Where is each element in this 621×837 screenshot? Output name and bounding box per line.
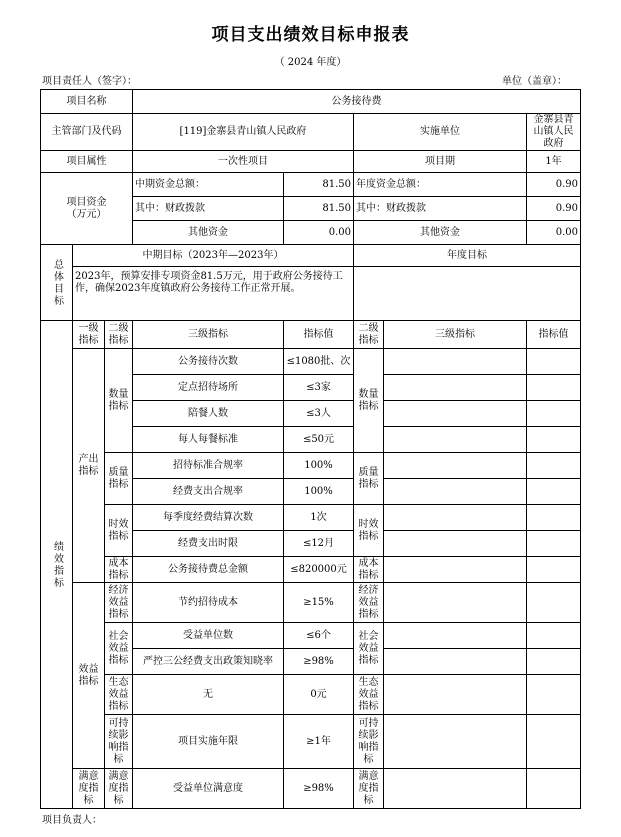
quality-indicator: 质量指标 — [105, 453, 133, 505]
indicator-value: 100% — [284, 453, 354, 479]
economic-indicator: 经济效益指标 — [105, 583, 133, 623]
year-indicator-name — [384, 583, 527, 623]
perf-indicator-label: 绩效指标 — [41, 321, 73, 809]
year-indicator-name — [384, 531, 527, 557]
year-indicator-value — [527, 375, 581, 401]
indicator-value: 100% — [284, 479, 354, 505]
indicator-value: ≥98% — [284, 649, 354, 675]
year-indicator-value — [527, 427, 581, 453]
year-indicator-value — [527, 349, 581, 375]
satisfaction-level2-indicator: 满意度指标 — [105, 769, 133, 809]
quantity-indicator-year: 数量指标 — [354, 349, 384, 453]
quantity-indicator: 数量指标 — [105, 349, 133, 453]
indicator-value: ≤1080批、次 — [284, 349, 354, 375]
indicator-name: 项目实施年限 — [133, 715, 284, 769]
indicator-name: 公务接待费总金额 — [133, 557, 284, 583]
year-total-value: 0.90 — [527, 173, 581, 197]
ecological-indicator-year: 生态效益指标 — [354, 675, 384, 715]
dept-value: [119]金寨县青山镇人民政府 — [133, 114, 354, 151]
period-value: 1年 — [527, 151, 581, 173]
impl-unit-label: 实施单位 — [354, 114, 527, 151]
funds-label: 项目资金 （万元） — [41, 173, 133, 245]
indicator-value: ≤3人 — [284, 401, 354, 427]
mid-fiscal-value: 81.50 — [284, 197, 354, 221]
sustainable-indicator-year: 可持续影响指标 — [354, 715, 384, 769]
dept-label: 主管部门及代码 — [41, 114, 133, 151]
attr-label: 项目属性 — [41, 151, 133, 173]
year-other-value: 0.00 — [527, 221, 581, 245]
year-indicator-name — [384, 349, 527, 375]
year-indicator-value — [527, 623, 581, 649]
year-indicator-value — [527, 401, 581, 427]
mid-total-label: 中期资金总额： — [133, 173, 284, 197]
year-indicator-value — [527, 715, 581, 769]
mid-goal-header: 中期目标（2023年—2023年） — [73, 245, 354, 267]
indicator-value: ≥98% — [284, 769, 354, 809]
indicator-value: ≤820000元 — [284, 557, 354, 583]
indicator-name: 受益单位数 — [133, 623, 284, 649]
cost-indicator: 成本指标 — [105, 557, 133, 583]
attr-value: 一次性项目 — [133, 151, 354, 173]
ecological-indicator: 生态效益指标 — [105, 675, 133, 715]
output-indicator: 产出指标 — [73, 349, 105, 583]
timeliness-indicator: 时效指标 — [105, 505, 133, 557]
indicator-name: 公务接待次数 — [133, 349, 284, 375]
year-indicator-name — [384, 479, 527, 505]
year-indicator-value — [527, 583, 581, 623]
timeliness-indicator-year: 时效指标 — [354, 505, 384, 557]
year-indicator-name — [384, 505, 527, 531]
year-indicator-value — [527, 479, 581, 505]
year-indicator-name — [384, 453, 527, 479]
year-indicator-name — [384, 375, 527, 401]
year-indicator-name — [384, 675, 527, 715]
indicator-name: 严控三公经费支出政策知晓率 — [133, 649, 284, 675]
year-indicator-value — [527, 557, 581, 583]
indicator-value: 1次 — [284, 505, 354, 531]
sustainable-indicator: 可持续影响指标 — [105, 715, 133, 769]
header-value: 指标值 — [284, 321, 354, 349]
satisfaction-indicator-year: 满意度指标 — [354, 769, 384, 809]
indicator-name: 陪餐人数 — [133, 401, 284, 427]
indicator-name: 无 — [133, 675, 284, 715]
year-indicator-name — [384, 401, 527, 427]
indicator-name: 每人每餐标准 — [133, 427, 284, 453]
header-level3: 三级指标 — [133, 321, 284, 349]
indicator-name: 经费支出合规率 — [133, 479, 284, 505]
year-indicator-name — [384, 715, 527, 769]
year-fiscal-value: 0.90 — [527, 197, 581, 221]
year-indicator-name — [384, 427, 527, 453]
indicator-value: ≥15% — [284, 583, 354, 623]
overall-goal-label: 总体目标 — [41, 245, 73, 321]
indicator-name: 节约招待成本 — [133, 583, 284, 623]
header-level2: 二级指标 — [105, 321, 133, 349]
year-indicator-value — [527, 649, 581, 675]
year-goal-text — [354, 267, 581, 321]
year-indicator-name — [384, 623, 527, 649]
project-leader-label: 项目负责人： — [42, 815, 102, 826]
satisfaction-indicator: 满意度指标 — [73, 769, 105, 809]
indicator-name: 招待标准合规率 — [133, 453, 284, 479]
header-level3-year: 三级指标 — [384, 321, 527, 349]
indicator-name: 经费支出时限 — [133, 531, 284, 557]
period-label: 项目期 — [354, 151, 527, 173]
year-fiscal-label: 其中：财政拨款 — [354, 197, 527, 221]
header-level2-year: 二级指标 — [354, 321, 384, 349]
year-indicator-name — [384, 649, 527, 675]
page-title: 项目支出绩效目标申报表 — [211, 25, 410, 45]
indicator-name: 定点招待场所 — [133, 375, 284, 401]
indicator-value: ≤12月 — [284, 531, 354, 557]
mid-other-label: 其他资金 — [133, 221, 284, 245]
year-indicator-name — [384, 769, 527, 809]
benefit-indicator: 效益指标 — [73, 583, 105, 769]
year-indicator-value — [527, 769, 581, 809]
social-indicator: 社会效益指标 — [105, 623, 133, 675]
indicator-value: ≤3家 — [284, 375, 354, 401]
indicator-value: ≤50元 — [284, 427, 354, 453]
indicator-value: ≤6个 — [284, 623, 354, 649]
indicator-name: 受益单位满意度 — [133, 769, 284, 809]
indicator-value: ≥1年 — [284, 715, 354, 769]
mid-other-value: 0.00 — [284, 221, 354, 245]
impl-unit-value: 金寨县青山镇人民政府 — [527, 114, 581, 151]
header-value-year: 指标值 — [527, 321, 581, 349]
unit-label: 单位（盖章）： — [502, 76, 567, 87]
indicator-value: 0元 — [284, 675, 354, 715]
cost-indicator-year: 成本指标 — [354, 557, 384, 583]
quality-indicator-year: 质量指标 — [354, 453, 384, 505]
year-line: （ 2024 年度） — [274, 57, 347, 68]
indicator-name: 每季度经费结算次数 — [133, 505, 284, 531]
year-indicator-value — [527, 675, 581, 715]
year-goal-header: 年度目标 — [354, 245, 581, 267]
year-indicator-name — [384, 557, 527, 583]
header-level1: 一级指标 — [73, 321, 105, 349]
project-name-value: 公务接待费 — [133, 90, 581, 114]
mid-total-value: 81.50 — [284, 173, 354, 197]
social-indicator-year: 社会效益指标 — [354, 623, 384, 675]
project-name-label: 项目名称 — [41, 90, 133, 114]
year-indicator-value — [527, 531, 581, 557]
year-other-label: 其他资金 — [354, 221, 527, 245]
year-indicator-value — [527, 453, 581, 479]
economic-indicator-year: 经济效益指标 — [354, 583, 384, 623]
year-total-label: 年度资金总额： — [354, 173, 527, 197]
year-indicator-value — [527, 505, 581, 531]
mid-goal-text: 2023年，预算安排专项资金81.5万元，用于政府公务接待工作，确保2023年度镇政府公务接待工作正常开展。 — [73, 267, 354, 321]
responsible-label: 项目责任人（签字）： — [42, 76, 137, 87]
performance-form-table — [40, 89, 581, 809]
mid-fiscal-label: 其中：财政拨款 — [133, 197, 284, 221]
